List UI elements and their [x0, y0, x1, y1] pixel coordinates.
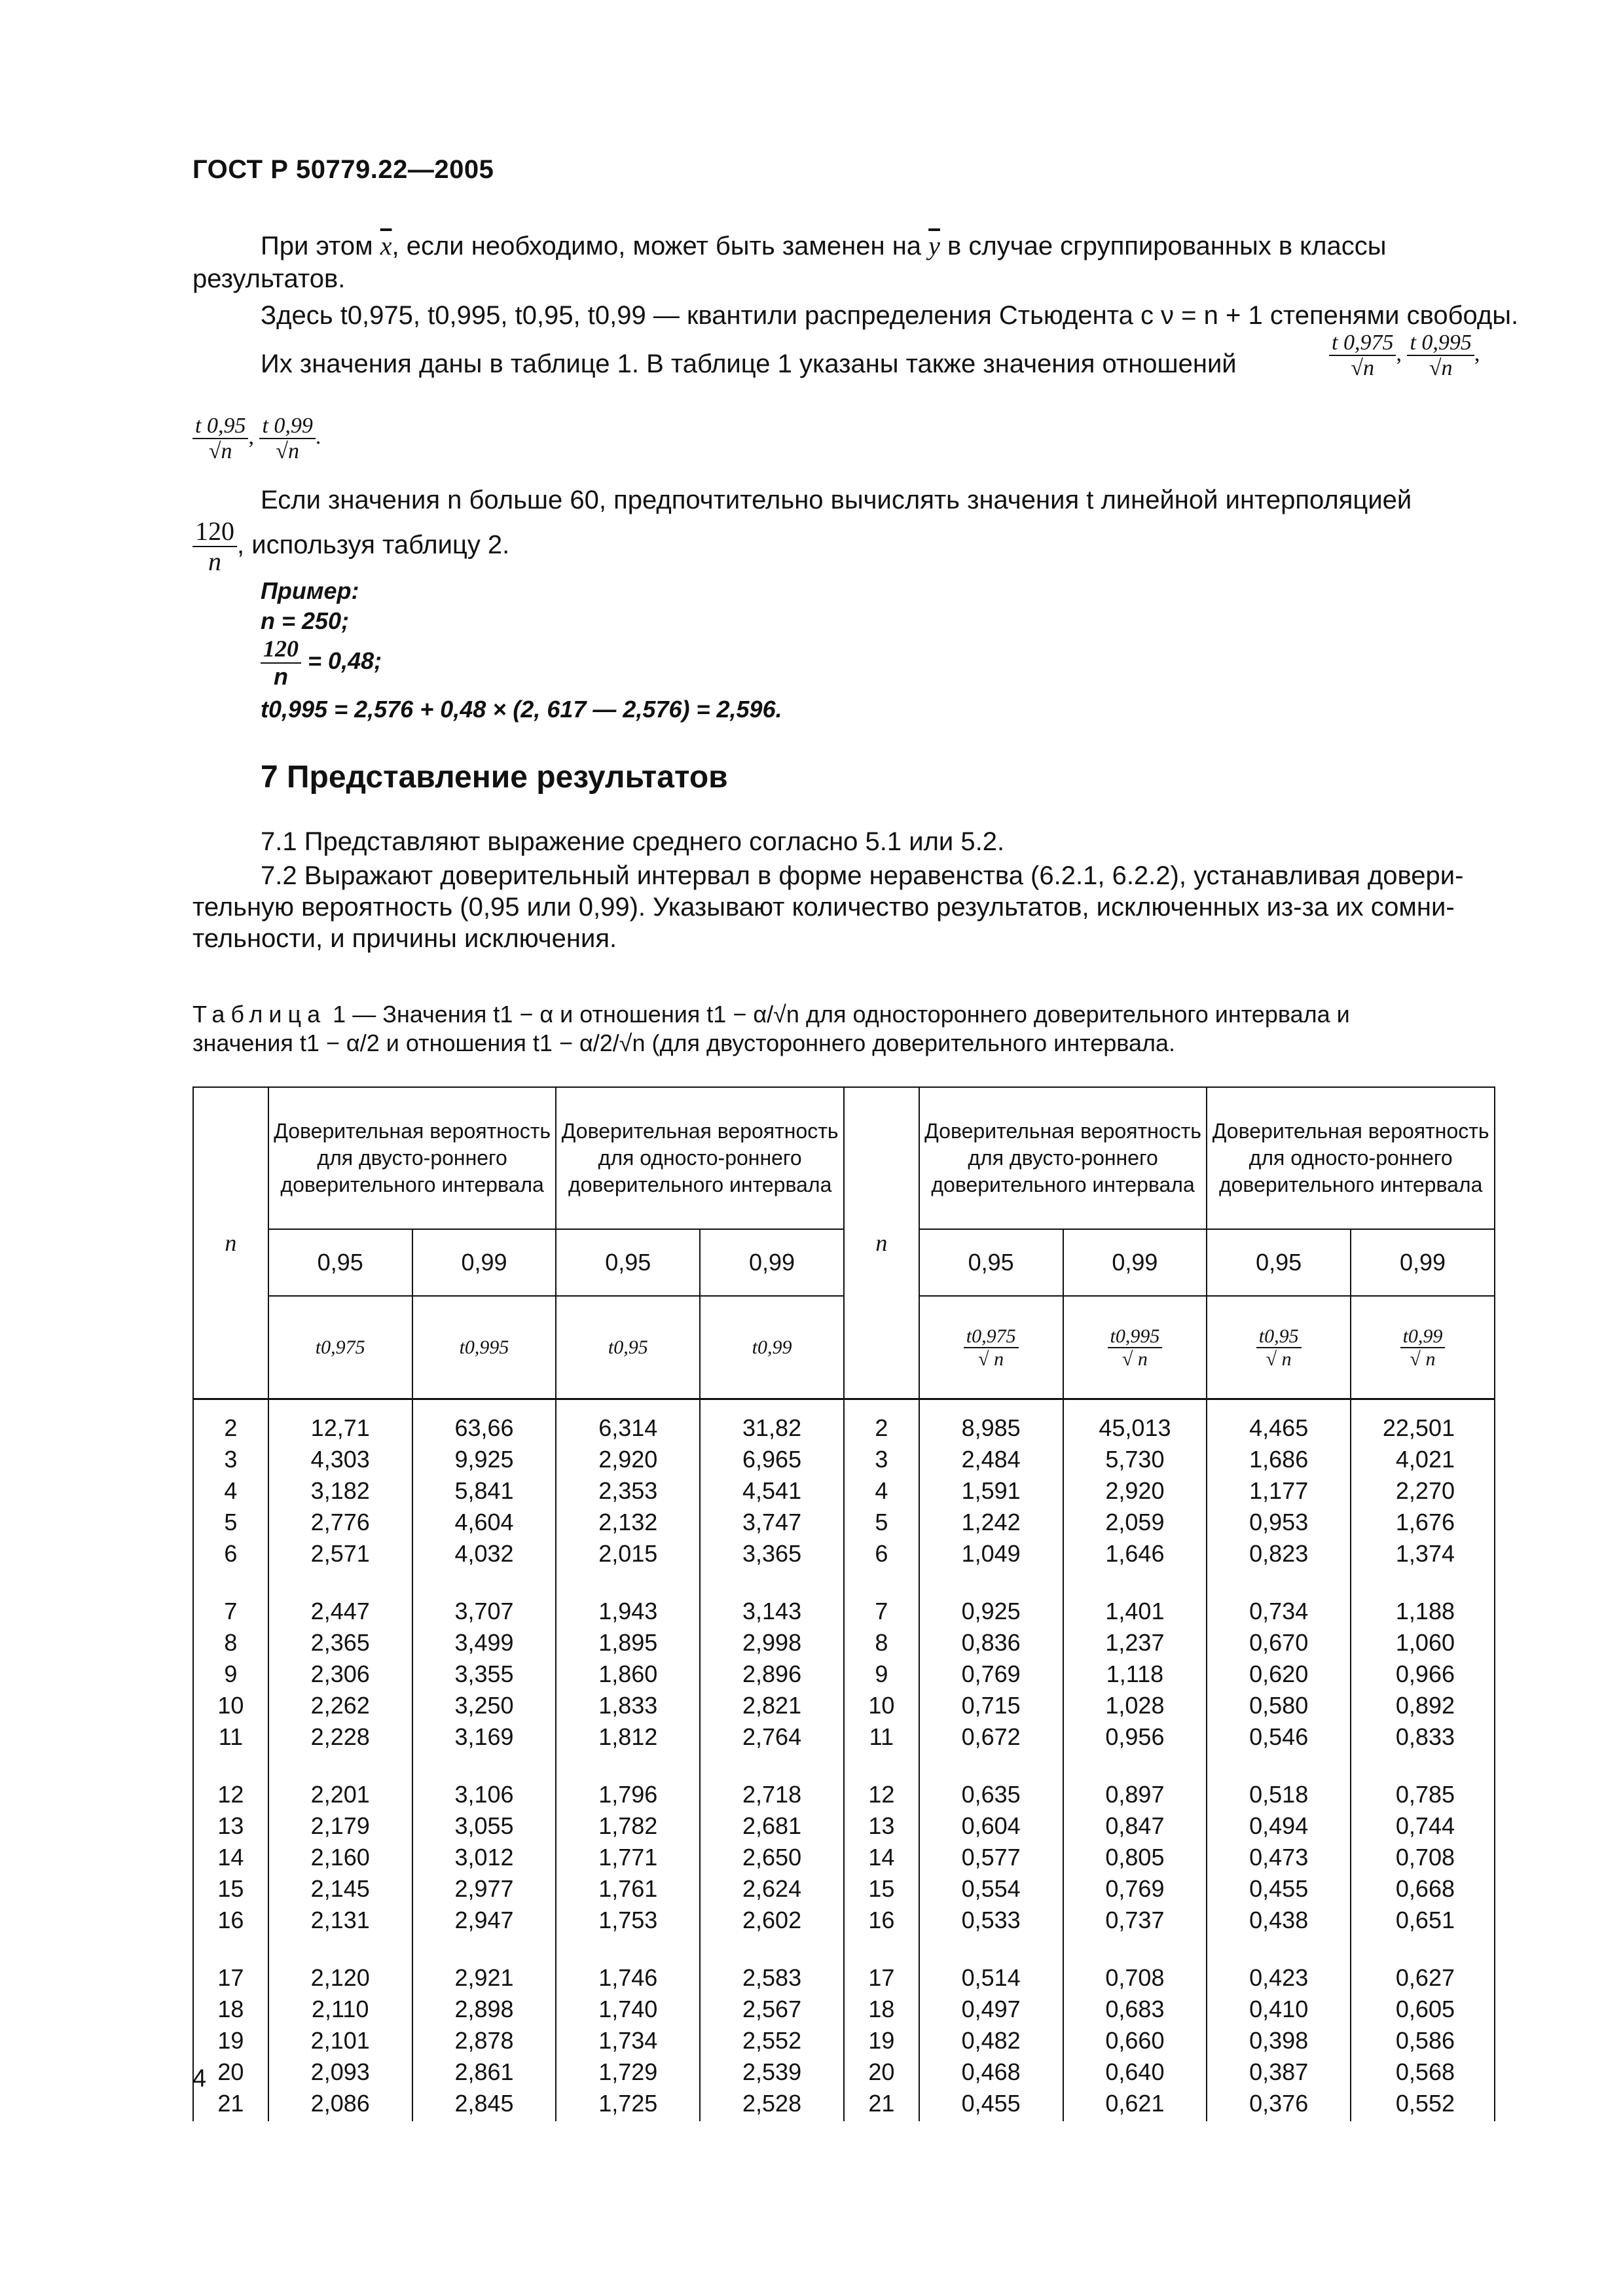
cell-value: 45,013: [1063, 1399, 1207, 1443]
cell-value: 1,060: [1351, 1625, 1495, 1657]
cell-value: 0,966: [1351, 1657, 1495, 1688]
table-row: [193, 1536, 1495, 1568]
cell-n: 2: [844, 1399, 919, 1443]
cell-n: 11: [193, 1719, 268, 1751]
paragraph-2: Здесь t0,975, t0,995, t0,95, t0,99 — квантили распределения Стьюдента с ν = n + 1 степенями свободы.: [261, 301, 1519, 330]
cell-value: 0,533: [919, 1903, 1063, 1934]
cell-value: 1,833: [556, 1688, 700, 1719]
cell-value: 1,740: [556, 1992, 700, 2023]
cell-n: 10: [193, 1688, 268, 1719]
cell-n: 7: [193, 1594, 268, 1625]
cell-n: 20: [844, 2054, 919, 2086]
col-n-right: n: [844, 1087, 919, 1399]
cell-value: 2,228: [268, 1719, 412, 1751]
group-spacer: [193, 1568, 1495, 1594]
cell-value: 0,620: [1207, 1657, 1351, 1688]
table-row: [193, 1657, 1495, 1688]
cell-value: 2,015: [556, 1536, 700, 1568]
table-row: [193, 1960, 1495, 1992]
symbol-t0975: t0,975: [268, 1296, 412, 1399]
paragraph-7-2-line3: тельности, и причины исключения.: [192, 924, 617, 953]
paragraph-3: Их значения даны в таблице 1. В таблице 1 указаны также значения отношений: [261, 350, 1237, 378]
cell-value: 1,860: [556, 1657, 700, 1688]
paragraph-7-2-line1: 7.2 Выражают доверительный интервал в форме неравенства (6.2.1, 6.2.2), устанавливая довери-: [261, 861, 1464, 890]
cell-value: 1,049: [919, 1536, 1063, 1568]
cell-value: 0,438: [1207, 1903, 1351, 1934]
cell-value: 0,398: [1207, 2023, 1351, 2054]
cell-value: 2,896: [700, 1657, 844, 1688]
table-row: [193, 1505, 1495, 1536]
cell-value: 3,055: [412, 1808, 556, 1840]
ratio-t0995: $\frac{t 0,995}{√n}$: [1407, 331, 1474, 381]
cell-n: 2: [193, 1399, 268, 1443]
cell-n: 3: [844, 1442, 919, 1473]
symbol-t095: t0,95: [556, 1296, 700, 1399]
caption-line1: 1 — Значения t1 − α и отношения t1 − α/√n для одностороннего доверительного интервала и: [333, 1001, 1350, 1028]
table-row: [193, 1594, 1495, 1625]
cell-value: 3,365: [700, 1536, 844, 1568]
cell-n: 21: [193, 2086, 268, 2121]
cell-value: 0,468: [919, 2054, 1063, 2086]
paragraph-1-line2: результатов.: [192, 264, 346, 293]
cell-value: 0,836: [919, 1625, 1063, 1657]
cell-value: 2,650: [700, 1840, 844, 1871]
cell-value: 0,605: [1351, 1992, 1495, 2023]
cell-value: 0,586: [1351, 2023, 1495, 2054]
paragraph-7-2-line2: тельную вероятность (0,95 или 0,99). Указывают количество результатов, исключенных из-за их сомни-: [192, 893, 1455, 922]
cell-n: 8: [193, 1625, 268, 1657]
cell-value: 0,651: [1351, 1903, 1495, 1934]
cell-value: 2,059: [1063, 1505, 1207, 1536]
cell-value: 2,681: [700, 1808, 844, 1840]
cell-value: 1,177: [1207, 1473, 1351, 1505]
cell-value: 1,401: [1063, 1594, 1207, 1625]
cell-n: 13: [193, 1808, 268, 1840]
prob-header: 0,95: [268, 1229, 412, 1296]
paragraph-7-1: 7.1 Представляют выражение среднего согласно 5.1 или 5.2.: [261, 827, 1005, 856]
cell-value: 0,734: [1207, 1594, 1351, 1625]
cell-value: 1,374: [1351, 1536, 1495, 1568]
cell-value: 1,118: [1063, 1657, 1207, 1688]
table-row: [193, 1871, 1495, 1903]
cell-n: 6: [193, 1536, 268, 1568]
cell-value: 2,776: [268, 1505, 412, 1536]
cell-value: 0,455: [919, 2086, 1063, 2121]
cell-value: 0,568: [1351, 2054, 1495, 2086]
cell-value: 0,423: [1207, 1960, 1351, 1992]
cell-value: 3,747: [700, 1505, 844, 1536]
table-row: [193, 1777, 1495, 1808]
cell-value: 2,101: [268, 2023, 412, 2054]
cell-value: 2,920: [556, 1442, 700, 1473]
cell-value: 0,494: [1207, 1808, 1351, 1840]
cell-value: 0,785: [1351, 1777, 1495, 1808]
cell-n: 8: [844, 1625, 919, 1657]
cell-value: 3,182: [268, 1473, 412, 1505]
table-row: [193, 1903, 1495, 1934]
cell-value: 4,021: [1351, 1442, 1495, 1473]
cell-value: 1,591: [919, 1473, 1063, 1505]
cell-value: 2,201: [268, 1777, 412, 1808]
cell-value: 3,707: [412, 1594, 556, 1625]
prob-header: 0,99: [700, 1229, 844, 1296]
cell-value: 2,624: [700, 1871, 844, 1903]
cell-value: 0,482: [919, 2023, 1063, 2054]
cell-n: 15: [193, 1871, 268, 1903]
example-ratio: = 0,48;: [308, 647, 382, 675]
cell-value: 2,120: [268, 1960, 412, 1992]
cell-value: 4,465: [1207, 1399, 1351, 1443]
cell-value: 2,179: [268, 1808, 412, 1840]
cell-value: 0,956: [1063, 1719, 1207, 1751]
section-7-title: 7 Представление результатов: [261, 760, 728, 795]
table-row: [193, 1625, 1495, 1657]
cell-value: 2,878: [412, 2023, 556, 2054]
cell-value: 2,093: [268, 2054, 412, 2086]
cell-n: 16: [193, 1903, 268, 1934]
prob-header: 0,99: [412, 1229, 556, 1296]
cell-value: 0,737: [1063, 1903, 1207, 1934]
cell-value: 2,552: [700, 2023, 844, 2054]
cell-value: 2,539: [700, 2054, 844, 2086]
table-row: [193, 1719, 1495, 1751]
cell-value: 2,484: [919, 1442, 1063, 1473]
cell-value: 0,833: [1351, 1719, 1495, 1751]
cell-value: 1,796: [556, 1777, 700, 1808]
cell-value: 2,920: [1063, 1473, 1207, 1505]
cell-n: 16: [844, 1903, 919, 1934]
table-row: [193, 1992, 1495, 2023]
example-fraction: $\frac{120}{n}$: [261, 636, 301, 689]
table-row: [193, 2023, 1495, 2054]
cell-value: 0,604: [919, 1808, 1063, 1840]
cell-value: 3,143: [700, 1594, 844, 1625]
cell-value: 2,898: [412, 1992, 556, 2023]
cell-value: 2,110: [268, 1992, 412, 2023]
cell-value: 5,841: [412, 1473, 556, 1505]
symbol-ratio-t099: $\frac{t0,99}{√ n}$: [1351, 1296, 1495, 1399]
cell-value: 6,314: [556, 1399, 700, 1443]
symbol-ratio-t0975: $\frac{t0,975}{√ n}$: [919, 1296, 1063, 1399]
cell-value: 0,953: [1207, 1505, 1351, 1536]
cell-value: 2,845: [412, 2086, 556, 2121]
cell-value: 1,746: [556, 1960, 700, 1992]
cell-value: 0,546: [1207, 1719, 1351, 1751]
p1-text-c: в случае сгруппированных в классы: [939, 232, 1387, 260]
cell-n: 10: [844, 1688, 919, 1719]
cell-value: 2,086: [268, 2086, 412, 2121]
group-spacer: [193, 1751, 1495, 1777]
cell-n: 20: [193, 2054, 268, 2086]
cell-n: 19: [193, 2023, 268, 2054]
student-quantiles-table: [192, 1086, 1495, 2121]
cell-value: 2,132: [556, 1505, 700, 1536]
cell-value: 3,355: [412, 1657, 556, 1688]
cell-value: 3,250: [412, 1688, 556, 1719]
cell-n: 7: [844, 1594, 919, 1625]
cell-value: 2,262: [268, 1688, 412, 1719]
cell-value: 0,376: [1207, 2086, 1351, 2121]
cell-value: 4,032: [412, 1536, 556, 1568]
table-body: [193, 1399, 1495, 2122]
cell-value: 0,577: [919, 1840, 1063, 1871]
cell-value: 63,66: [412, 1399, 556, 1443]
x-bar: $\overline{x}$: [380, 231, 392, 260]
cell-value: 1,686: [1207, 1442, 1351, 1473]
cell-value: 1,943: [556, 1594, 700, 1625]
cell-n: 18: [193, 1992, 268, 2023]
cell-value: 2,998: [700, 1625, 844, 1657]
ratio-t095: $\frac{t 0,95}{√n}$: [192, 414, 248, 464]
table-row: [193, 1808, 1495, 1840]
cell-value: 2,365: [268, 1625, 412, 1657]
ratio-t0975: $\frac{t 0,975}{√n}$: [1329, 331, 1396, 381]
cell-value: 3,106: [412, 1777, 556, 1808]
cell-n: 4: [193, 1473, 268, 1505]
symbol-t0995: t0,995: [412, 1296, 556, 1399]
cell-n: 17: [844, 1960, 919, 1992]
cell-value: 2,947: [412, 1903, 556, 1934]
group-spacer: [193, 1934, 1495, 1960]
cell-value: 0,635: [919, 1777, 1063, 1808]
example-n: n = 250;: [261, 607, 350, 634]
cell-value: 12,71: [268, 1399, 412, 1443]
cell-value: 1,028: [1063, 1688, 1207, 1719]
cell-value: 2,447: [268, 1594, 412, 1625]
cell-value: 0,640: [1063, 2054, 1207, 2086]
table-row: [193, 2054, 1495, 2086]
cell-value: 2,567: [700, 1992, 844, 2023]
cell-value: 1,771: [556, 1840, 700, 1871]
cell-value: 0,805: [1063, 1840, 1207, 1871]
cell-value: 8,985: [919, 1399, 1063, 1443]
p1-text-b: , если необходимо, может быть заменен на: [392, 232, 929, 260]
cell-value: 0,708: [1063, 1960, 1207, 1992]
prob-header: 0,95: [919, 1229, 1063, 1296]
cell-value: 1,676: [1351, 1505, 1495, 1536]
cell-value: 0,670: [1207, 1625, 1351, 1657]
table-row: [193, 1840, 1495, 1871]
paragraph-1: [261, 230, 1498, 262]
symbol-ratio-t095: $\frac{t0,95}{√ n}$: [1207, 1296, 1351, 1399]
cell-value: 1,237: [1063, 1625, 1207, 1657]
group-one-sided-right: Доверительная вероятность для односто-роннего доверительного интервала: [1207, 1087, 1495, 1229]
cell-value: 2,306: [268, 1657, 412, 1688]
cell-value: 2,583: [700, 1960, 844, 1992]
symbol-ratio-t0995: $\frac{t0,995}{√ n}$: [1063, 1296, 1207, 1399]
cell-value: 2,528: [700, 2086, 844, 2121]
table-caption: [192, 1000, 1350, 1058]
example-title: Пример:: [261, 577, 359, 604]
y-bar: $\overline{y}$: [928, 231, 940, 260]
cell-value: 1,734: [556, 2023, 700, 2054]
cell-value: 0,823: [1207, 1536, 1351, 1568]
cell-value: 2,821: [700, 1688, 844, 1719]
cell-value: 2,718: [700, 1777, 844, 1808]
cell-value: 3,169: [412, 1719, 556, 1751]
ratio-group-1: $\frac{t 0,975}{√n}$ , $\frac{t 0,995}{√n}$ ,: [1329, 331, 1480, 381]
cell-value: 2,160: [268, 1840, 412, 1871]
prob-header: 0,99: [1351, 1229, 1495, 1296]
cell-value: 22,501: [1351, 1399, 1495, 1443]
cell-value: 3,012: [412, 1840, 556, 1871]
page-number: 4: [192, 2065, 207, 2092]
ratio-group-2: $\frac{t 0,95}{√n}$ , $\frac{t 0,99}{√n}$ .: [192, 414, 321, 464]
cell-n: 9: [844, 1657, 919, 1688]
cell-value: 0,514: [919, 1960, 1063, 1992]
cell-n: 19: [844, 2023, 919, 2054]
cell-value: 0,672: [919, 1719, 1063, 1751]
cell-value: 6,965: [700, 1442, 844, 1473]
table-row: [193, 2086, 1495, 2121]
cell-n: 18: [844, 1992, 919, 2023]
cell-value: 9,925: [412, 1442, 556, 1473]
cell-value: 2,353: [556, 1473, 700, 1505]
cell-value: 0,387: [1207, 2054, 1351, 2086]
cell-n: 21: [844, 2086, 919, 2121]
cell-n: 14: [844, 1840, 919, 1871]
table-row: [193, 1688, 1495, 1719]
cell-value: 2,270: [1351, 1473, 1495, 1505]
cell-n: 12: [844, 1777, 919, 1808]
cell-value: 31,82: [700, 1399, 844, 1443]
cell-value: 0,715: [919, 1688, 1063, 1719]
cell-n: 9: [193, 1657, 268, 1688]
cell-value: 4,303: [268, 1442, 412, 1473]
prob-header: 0,95: [556, 1229, 700, 1296]
p4-end-text: , используя таблицу 2.: [237, 530, 510, 560]
cell-value: 2,921: [412, 1960, 556, 1992]
cell-n: 5: [844, 1505, 919, 1536]
cell-value: 0,897: [1063, 1777, 1207, 1808]
cell-value: 0,410: [1207, 1992, 1351, 2023]
group-two-sided-left: Доверительная вероятность для двусто-роннего доверительного интервала: [268, 1087, 556, 1229]
cell-value: 0,683: [1063, 1992, 1207, 2023]
cell-n: 4: [844, 1473, 919, 1505]
cell-value: 5,730: [1063, 1442, 1207, 1473]
p1-text-a: При этом: [261, 232, 380, 260]
cell-n: 5: [193, 1505, 268, 1536]
cell-value: 0,497: [919, 1992, 1063, 2023]
cell-value: 0,552: [1351, 2086, 1495, 2121]
cell-value: 0,769: [1063, 1871, 1207, 1903]
cell-value: 2,602: [700, 1903, 844, 1934]
cell-value: 4,604: [412, 1505, 556, 1536]
cell-value: 1,242: [919, 1505, 1063, 1536]
cell-value: 1,188: [1351, 1594, 1495, 1625]
cell-value: 1,646: [1063, 1536, 1207, 1568]
cell-value: 0,708: [1351, 1840, 1495, 1871]
cell-value: 0,580: [1207, 1688, 1351, 1719]
cell-n: 15: [844, 1871, 919, 1903]
cell-value: 2,861: [412, 2054, 556, 2086]
cell-value: 1,753: [556, 1903, 700, 1934]
group-two-sided-right: Доверительная вероятность для двусто-роннего доверительного интервала: [919, 1087, 1207, 1229]
cell-value: 1,729: [556, 2054, 700, 2086]
ratio-t099: $\frac{t 0,99}{√n}$: [259, 414, 315, 464]
group-one-sided-left: Доверительная вероятность для односто-роннего доверительного интервала: [556, 1087, 844, 1229]
cell-value: 1,782: [556, 1808, 700, 1840]
cell-value: 2,764: [700, 1719, 844, 1751]
cell-n: 14: [193, 1840, 268, 1871]
fraction-120-n: $\frac{120}{n}$: [192, 517, 237, 576]
document-id: ГОСТ Р 50779.22—2005: [192, 155, 494, 184]
example-ratio-line: [261, 636, 782, 689]
col-n-left: n: [193, 1087, 268, 1399]
cell-value: 1,725: [556, 2086, 700, 2121]
cell-value: 0,518: [1207, 1777, 1351, 1808]
prob-header: 0,99: [1063, 1229, 1207, 1296]
cell-value: 3,499: [412, 1625, 556, 1657]
symbol-t099: t0,99: [700, 1296, 844, 1399]
table-row: [193, 1399, 1495, 1443]
cell-value: 0,554: [919, 1871, 1063, 1903]
paragraph-4-line2: [192, 517, 509, 576]
cell-value: 0,892: [1351, 1688, 1495, 1719]
paragraph-4: Если значения n больше 60, предпочтительно вычислять значения t линейной интерполяцией: [261, 486, 1412, 514]
cell-value: 0,769: [919, 1657, 1063, 1688]
cell-n: 6: [844, 1536, 919, 1568]
cell-value: 2,131: [268, 1903, 412, 1934]
cell-n: 12: [193, 1777, 268, 1808]
cell-n: 3: [193, 1442, 268, 1473]
prob-header: 0,95: [1207, 1229, 1351, 1296]
cell-value: 4,541: [700, 1473, 844, 1505]
cell-value: 0,925: [919, 1594, 1063, 1625]
cell-value: 0,621: [1063, 2086, 1207, 2121]
cell-value: 2,145: [268, 1871, 412, 1903]
cell-value: 0,660: [1063, 2023, 1207, 2054]
cell-n: 17: [193, 1960, 268, 1992]
cell-n: 11: [844, 1719, 919, 1751]
cell-value: 0,627: [1351, 1960, 1495, 1992]
table-row: [193, 1442, 1495, 1473]
cell-value: 1,895: [556, 1625, 700, 1657]
example-calculation: t0,995 = 2,576 + 0,48 × (2, 617 — 2,576) = 2,596.: [261, 696, 782, 723]
cell-value: 0,744: [1351, 1808, 1495, 1840]
caption-line2: значения t1 − α/2 и отношения t1 − α/2/√n (для двустороннего доверительного интервала.: [192, 1030, 1176, 1056]
example-block: [261, 576, 782, 725]
table-row: [193, 1473, 1495, 1505]
cell-value: 1,812: [556, 1719, 700, 1751]
cell-value: 2,571: [268, 1536, 412, 1568]
cell-value: 0,847: [1063, 1808, 1207, 1840]
cell-value: 0,455: [1207, 1871, 1351, 1903]
cell-value: 1,761: [556, 1871, 700, 1903]
caption-label: Таблица: [192, 1001, 327, 1028]
cell-value: 0,473: [1207, 1840, 1351, 1871]
cell-n: 13: [844, 1808, 919, 1840]
cell-value: 2,977: [412, 1871, 556, 1903]
cell-value: 0,668: [1351, 1871, 1495, 1903]
